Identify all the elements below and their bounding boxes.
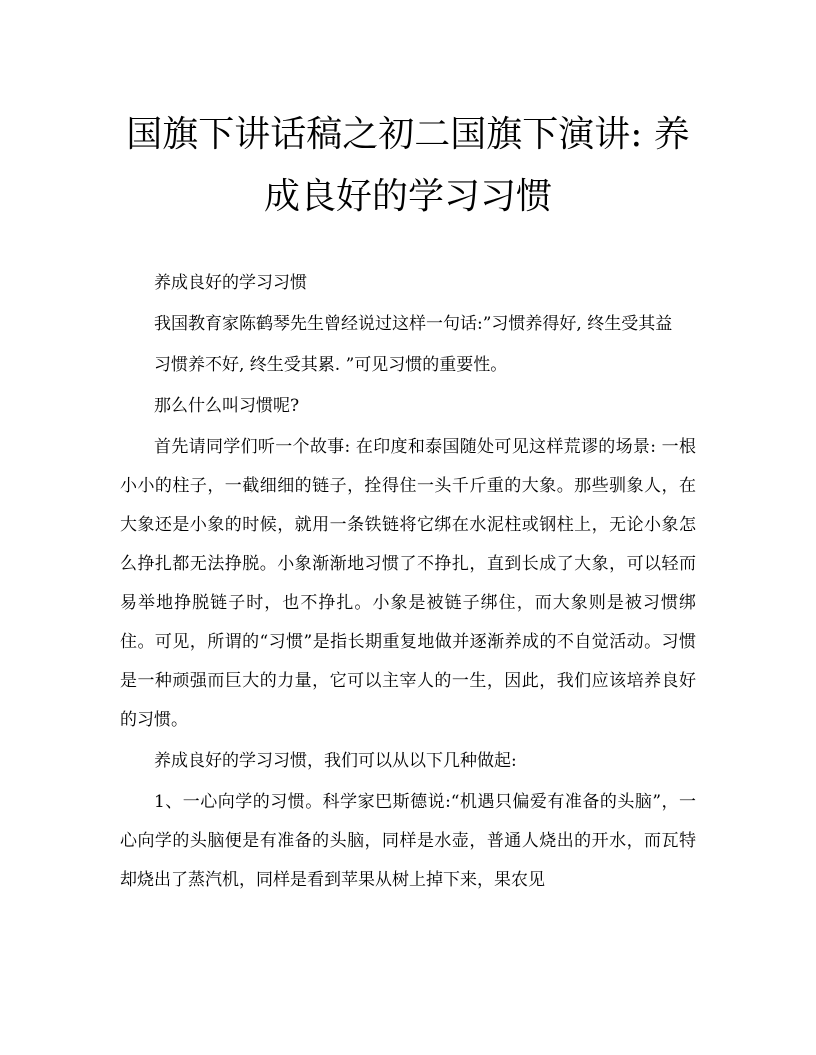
paragraph: 养成良好的学习习惯	[154, 273, 307, 293]
paragraph: 那么什么叫习惯呢?	[154, 396, 300, 416]
document-title: 国旗下讲话稿之初二国旗下演讲: 养成良好的学习习惯	[126, 114, 690, 217]
paragraph: 养成良好的学习习惯，我们可以从以下几种做起:	[154, 751, 517, 771]
document-body	[120, 264, 696, 902]
paragraph: 我国教育家陈鹤琴先生曾经说过这样一句话:”习惯养得好, 终生受其益	[154, 314, 673, 334]
paragraph: 首先请同学们听一个故事: 在印度和泰国随处可见这样荒谬的场景: 一根小小的柱子，一截细细的链子，拴得住一头千斤重的大象。那些驯象人，在大象还是小象的时候，就用一条铁链将它绑在水泥柱或钢柱上，无论小象怎么挣扎都无法挣脱。小象渐渐地习惯了不挣扎，直到长成了大象，可以轻而易举地挣脱链子时，也不挣扎。小象是被链子绑住，而大象则是被习惯绑住。可见，所谓的“习惯”是指长期重复地做并逐渐养成的不自觉活动。习惯是一种顽强而巨大的力量，它可以主宰人的一生，因此，我们应该培养良好的习惯。	[120, 437, 696, 730]
paragraph: 习惯养不好, 终生受其累. ”可见习惯的重要性。	[154, 355, 508, 375]
paragraph: 1、一心向学的习惯。科学家巴斯德说:“机遇只偏爱有准备的头脑”，一心向学的头脑便是有准备的头脑，同样是水壶，普通人烧出的开水，而瓦特却烧出了蒸汽机，同样是看到苹果从树上掉下来，果农见	[120, 792, 696, 890]
